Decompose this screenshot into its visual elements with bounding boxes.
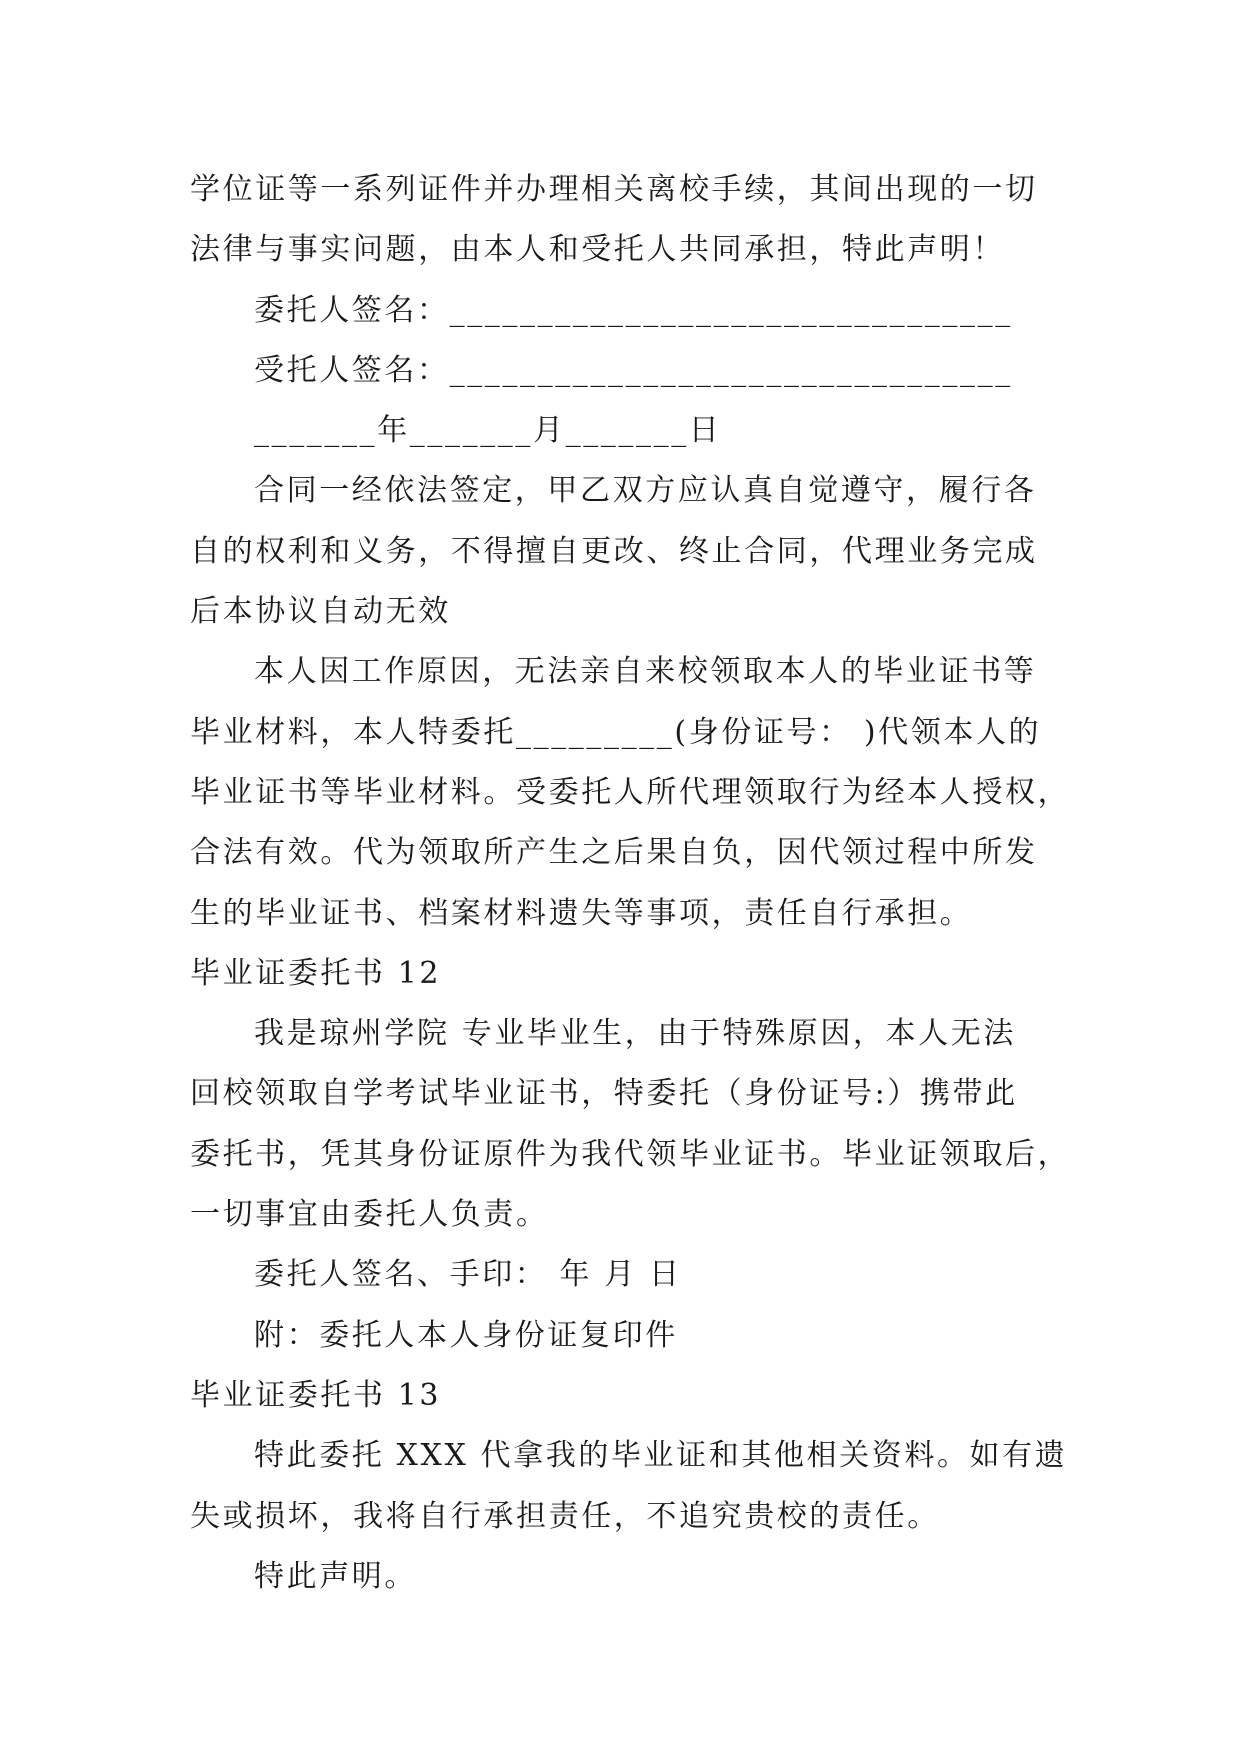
text-line: 毕业材料，本人特委托_________(身份证号： )代领本人的 — [190, 714, 1042, 750]
text-line: 学位证等一系列证件并办理相关离校手续，其间出现的一切 — [190, 172, 1038, 207]
principal-signature-line: 委托人签名：________________________________ — [254, 292, 1013, 328]
text-line: 合同一经依法签定，甲乙双方应认真自觉遵守，履行各 — [254, 473, 1037, 509]
section-heading: 毕业证委托书 12 — [190, 955, 442, 991]
text-line: 法律与事实问题，由本人和受托人共同承担，特此声明！ — [190, 232, 1005, 268]
text-line: 一切事宜由委托人负责。 — [190, 1197, 549, 1233]
text-line: 后本协议自动无效 — [190, 594, 451, 630]
text-line: 合法有效。代为领取所产生之后果自负，因代领过程中所发 — [190, 835, 1038, 871]
text-line: 毕业证书等毕业材料。受委托人所代理领取行为经本人授权， — [190, 774, 1071, 810]
text-line: 自的权利和义务，不得擅自更改、终止合同，代理业务完成 — [190, 533, 1038, 569]
text-line: 特此委托 XXX 代拿我的毕业证和其他相关资料。如有遗 — [254, 1438, 1068, 1474]
text-line: 回校领取自学考试毕业证书，特委托（身份证号:）携带此 — [190, 1076, 1018, 1112]
document-page — [190, 160, 1071, 1607]
agent-signature-line: 受托人签名：________________________________ — [254, 352, 1013, 388]
text-line: 本人因工作原因，无法亲自来校领取本人的毕业证书等 — [254, 654, 1037, 690]
date-line: _______年_______月_______日 — [254, 413, 722, 449]
text-line: 特此声明。 — [254, 1558, 417, 1594]
text-line: 我是琼州学院 专业毕业生，由于特殊原因，本人无法 — [254, 1016, 1016, 1052]
attachment-note: 附：委托人本人身份证复印件 — [254, 1317, 678, 1353]
section-heading: 毕业证委托书 13 — [190, 1377, 442, 1413]
text-line: 失或损坏，我将自行承担责任，不追究贵校的责任。 — [190, 1498, 940, 1534]
signature-date-line: 委托人签名、手印： 年 月 日 — [254, 1257, 682, 1293]
text-line: 委托书，凭其身份证原件为我代领毕业证书。毕业证领取后， — [190, 1136, 1071, 1172]
text-line: 生的毕业证书、档案材料遗失等事项，责任自行承担。 — [190, 895, 973, 931]
